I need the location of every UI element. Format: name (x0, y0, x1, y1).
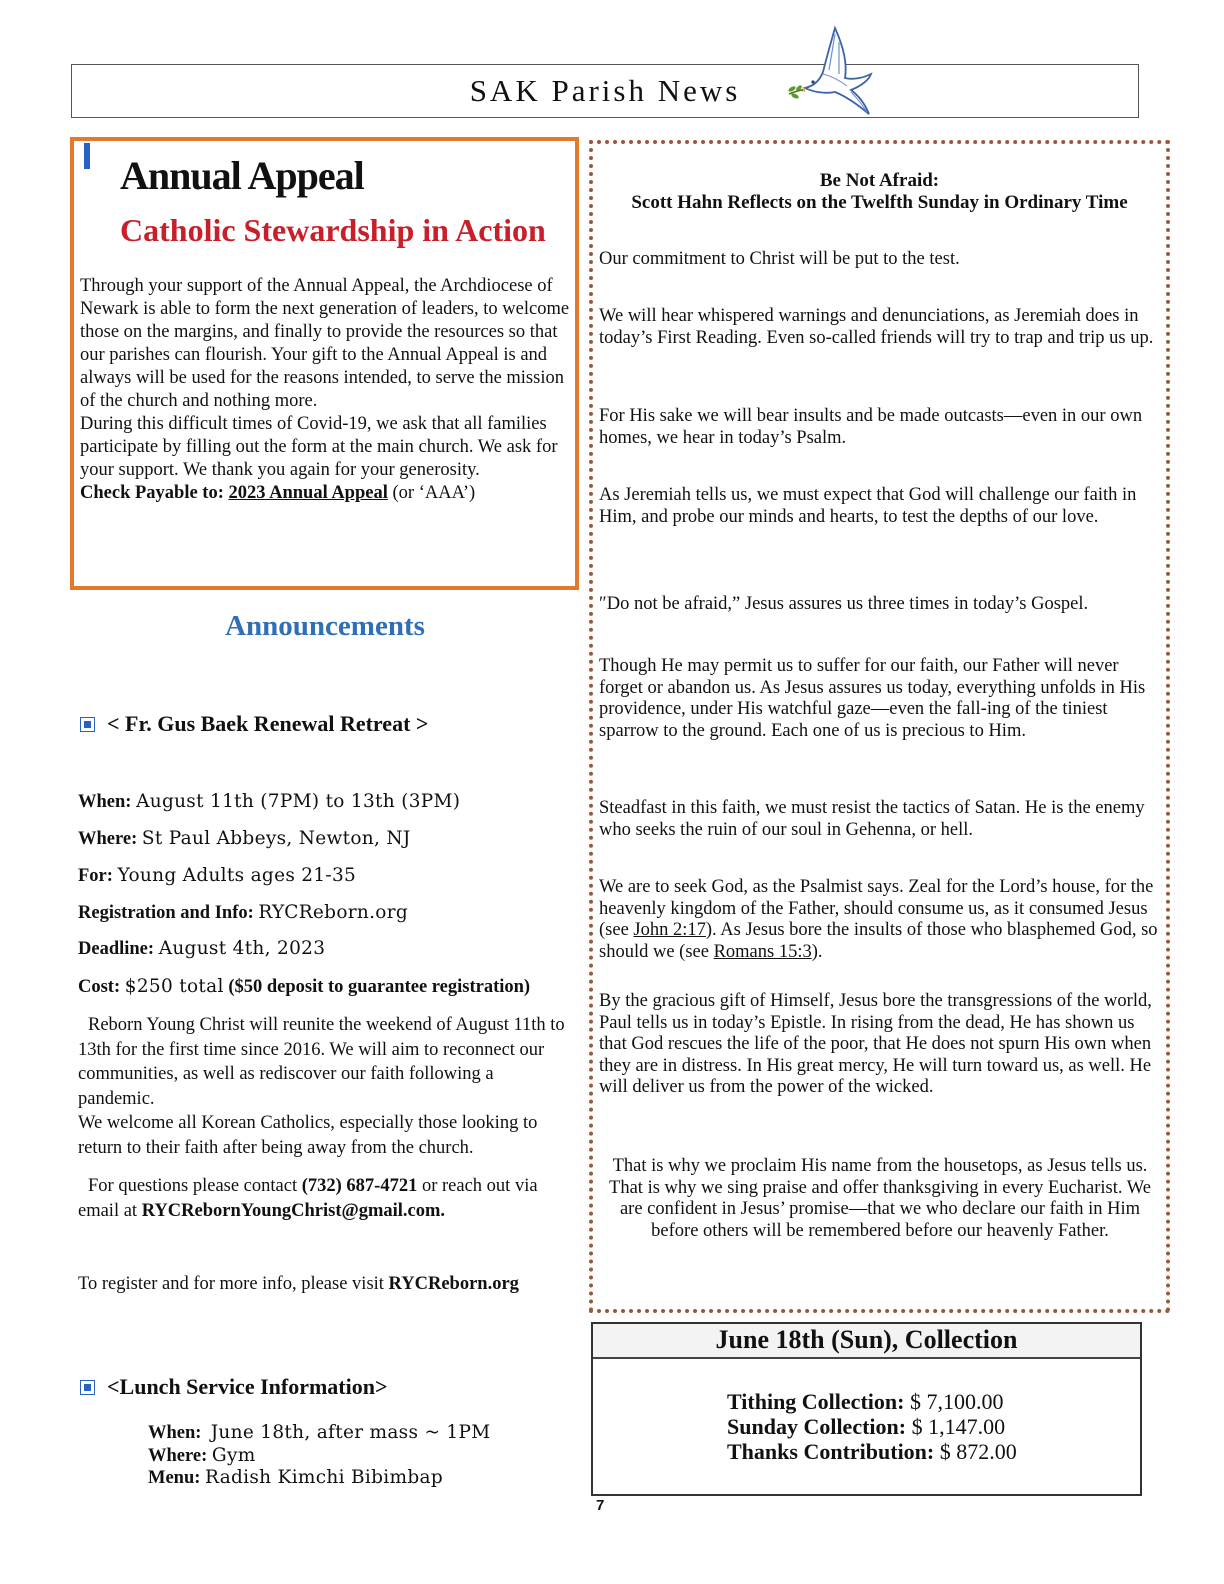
contact-prefix: For questions please contact (88, 1176, 298, 1196)
contact-middle: or reach out via email at (78, 1176, 538, 1221)
sunday-value: $ 1,147.00 (911, 1414, 1006, 1439)
lunch-menu (148, 1467, 491, 1490)
retreat-registration (78, 902, 408, 924)
contact-phone: (732) 687-4721 (301, 1176, 418, 1196)
reflection-header (592, 170, 1167, 214)
reflection-paragraph-8 (599, 877, 1161, 963)
retreat-deadline (78, 938, 325, 960)
retreat-for (78, 865, 356, 887)
reflection-paragraph-7: Steadfast in this faith, we must resist the tactics of Satan. He is the enemy who seeks the ruin of our soul in Gehenna, or hell. (599, 798, 1145, 840)
registration-value: RYCReborn.org (258, 902, 409, 923)
sunday-label: Sunday Collection: (727, 1414, 907, 1439)
check-payable-suffix: (or ‘AAA’) (392, 483, 476, 503)
lunch-details (148, 1422, 491, 1490)
retreat-heading-row (80, 711, 428, 737)
john-reference-link[interactable]: John 2:17 (633, 920, 706, 940)
reflection-paragraph-6: Though He may permit us to suffer for our faith, our Father will never forget or abandon us. As Jesus assures us today, everything unfolds in His providence, under His watchful gaze—even the fall-ing of the tiniest sparrow to the ground. Each one of us is precious to Him. (599, 656, 1146, 741)
retreat-cost (78, 976, 530, 998)
contact-email[interactable]: RYCRebornYoungChrist@gmail.com. (141, 1200, 446, 1221)
reflection-paragraph-9: By the gracious gift of Himself, Jesus bore the transgressions of the world, Paul tells us in today’s Epistle. In rising from the dead, He has shown us that God rescues the life of the poor, that He does not spurn His own when they are in distress. In His great mercy, He will turn toward us, as well. He will deliver us from the power of the wicked. (599, 991, 1152, 1097)
retreat-contact (78, 1174, 573, 1223)
when-label: When: (78, 792, 132, 812)
deadline-label: Deadline: (78, 939, 155, 959)
p8-part-b: ). As Jesus bore the insults of those who blasphemed God, so should we (see (599, 920, 1158, 962)
p8-part-a: We are to seek God, as the Psalmist says. Zeal for the Lord’s house, for the heavenly kingdom of the Father, should consume us, as it consumed Jesus (see (599, 877, 1154, 940)
appeal-body (80, 275, 570, 505)
deadline-value: August 4th, 2023 (158, 938, 326, 959)
retreat-description-2: We welcome all Korean Catholics, especially those looking to return to their faith after being away from the church. (78, 1113, 538, 1158)
appeal-title: Annual Appeal (120, 153, 364, 198)
check-payable-label: Check Payable to: (80, 483, 224, 503)
lunch-where-value: Gym (211, 1444, 256, 1466)
reflection-paragraph-2: We will hear whispered warnings and denunciations, as Jeremiah does in today’s First Reading. Even so-called friends will try to trap and trip us up. (599, 306, 1154, 348)
announcements-title: Announcements (225, 610, 425, 642)
check-payable-line (80, 482, 570, 505)
register-prefix: To register and for more info, please visit (78, 1274, 384, 1294)
collection-title: June 18th (Sun), Collection (593, 1324, 1140, 1359)
newsletter-title: SAK Parish News (469, 73, 741, 108)
lunch-menu-label: Menu: (148, 1468, 201, 1488)
appeal-paragraph-1: Through your support of the Annual Appeal, the Archdiocese of Newark is able to form the next generation of leaders, to welcome those on the margins, and finally to provide the resources so that our parishes can flourish. Your gift to the Annual Appeal is and always will be used for the reasons intended, to serve the mission of the church and nothing more. (80, 276, 570, 411)
tithing-value: $ 7,100.00 (909, 1389, 1004, 1414)
retreat-where (78, 828, 411, 850)
lunch-when (148, 1422, 491, 1445)
reflection-paragraph-10: That is why we proclaim His name from the housetops, as Jesus tells us. That is why we sing praise and offer thanksgiving in every Eucharist. We are confident in Jesus’ promise—that we who declare our faith in Him before others will be remembered before our heavenly Father. (609, 1156, 1151, 1241)
cost-value: $250 total (124, 976, 224, 997)
reflection-paragraph-1: Our commitment to Christ will be put to the test. (599, 249, 960, 269)
where-label: Where: (78, 829, 138, 849)
thanks-value: $ 872.00 (939, 1439, 1017, 1464)
square-bullet-icon (80, 1380, 95, 1395)
registration-label: Registration and Info: (78, 903, 254, 923)
lunch-when-value: June 18th, after mass ~ 1PM (210, 1422, 491, 1443)
register-site-link[interactable]: RYCReborn.org (388, 1274, 519, 1294)
appeal-subtitle: Catholic Stewardship in Action (120, 212, 546, 248)
p8-part-c: ). (811, 941, 823, 962)
tithing-row (727, 1389, 1017, 1414)
when-value: August 11th (7PM) to 13th (3PM) (136, 791, 461, 812)
romans-reference-link[interactable]: Romans 15:3 (713, 941, 812, 962)
lunch-where (148, 1445, 491, 1468)
reflection-subtitle: Scott Hahn Reflects on the Twelfth Sunday in Ordinary Time (631, 192, 1128, 213)
lunch-when-label: When: (148, 1423, 202, 1443)
thanks-row (727, 1439, 1017, 1464)
for-value: Young Adults ages 21-35 (117, 865, 357, 886)
retreat-heading: < Fr. Gus Baek Renewal Retreat > (107, 711, 429, 736)
sunday-row (727, 1414, 1017, 1439)
for-label: For: (78, 866, 113, 886)
thanks-label: Thanks Contribution: (727, 1439, 935, 1464)
register-line (78, 1272, 573, 1297)
dove-icon (783, 22, 879, 122)
appeal-paragraph-2: During this difficult times of Covid-19, we ask that all families participate by filling out the form at the main church. We ask for your support. We thank you again for your generosity. (80, 414, 558, 480)
retreat-description (78, 1013, 573, 1160)
lunch-menu-value: Radish Kimchi Bibimbap (205, 1467, 443, 1488)
collection-lines (727, 1389, 1017, 1464)
lunch-heading: <Lunch Service Information> (107, 1374, 388, 1399)
reflection-paragraph-3: For His sake we will bear insults and be made outcasts—even in our own homes, we hear in today’s Psalm. (599, 406, 1143, 448)
where-value: St Paul Abbeys, Newton, NJ (141, 828, 411, 849)
cost-note: ($50 deposit to guarantee registration) (228, 977, 531, 997)
lunch-heading-row (80, 1374, 388, 1400)
page-number: 7 (596, 1497, 605, 1514)
blue-marker (84, 143, 90, 169)
retreat-description-1: Reborn Young Christ will reunite the weekend of August 11th to 13th for the first time since 2016. We will aim to reconnect our communities, as well as rediscover our faith following a pandemic. (78, 1015, 565, 1109)
retreat-when (78, 791, 460, 813)
lunch-where-label: Where: (148, 1445, 208, 1466)
reflection-paragraph-4: As Jeremiah tells us, we must expect that God will challenge our faith in Him, and probe our minds and hearts, to test the depths of our love. (599, 485, 1137, 527)
reflection-title: Be Not Afraid: (819, 170, 940, 191)
cost-label: Cost: (78, 977, 121, 997)
check-payable-value: 2023 Annual Appeal (228, 483, 388, 503)
square-bullet-icon (80, 717, 95, 732)
reflection-paragraph-5: ″Do not be afraid,” Jesus assures us three times in today’s Gospel. (599, 594, 1089, 614)
tithing-label: Tithing Collection: (727, 1389, 905, 1414)
